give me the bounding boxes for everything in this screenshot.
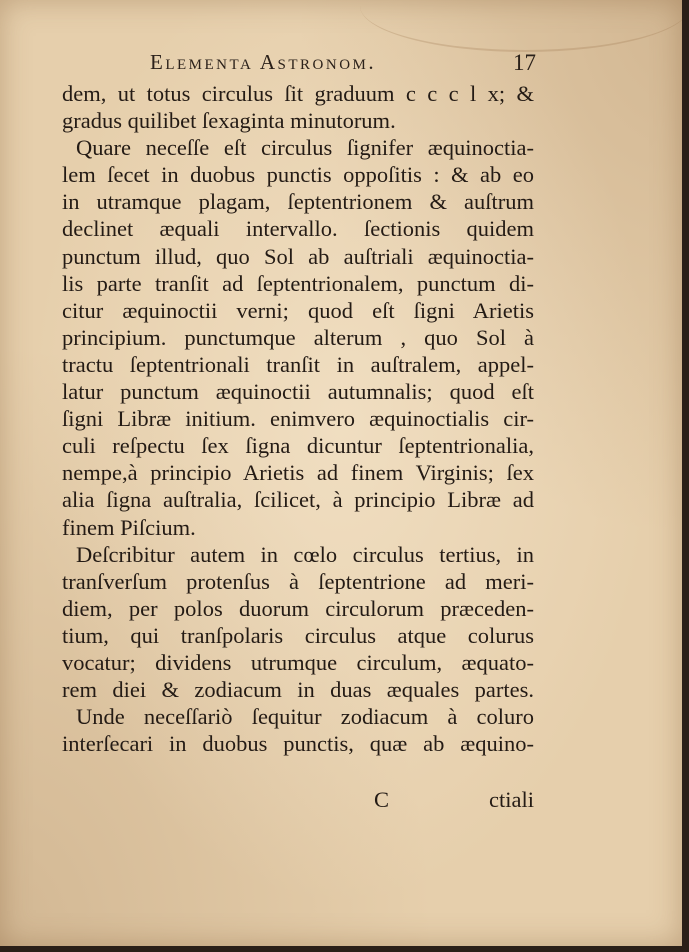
text-line: Quare neceſſe eſt circulus ſignifer æquinoctia-	[76, 135, 534, 161]
page-edge-shadow	[0, 946, 689, 952]
text-line: declinet æquali intervallo. ſectionis quidem	[62, 216, 534, 242]
text-line: culi reſpectu ſex ſigna dicuntur ſeptentrionalia,	[62, 433, 534, 459]
signature-mark: C	[374, 787, 390, 812]
text-line: lis parte tranſit ad ſeptentrionalem, punctum di-	[62, 270, 534, 296]
text-line: alia ſigna auſtralia, ſcilicet, à principio Libræ ad	[62, 487, 534, 513]
body-text	[62, 80, 534, 757]
text-line: Unde neceſſariò ſequitur zodiacum à coluro	[76, 704, 534, 730]
text-line: Deſcribitur autem in cœlo circulus tertius, in	[76, 541, 534, 567]
text-line: citur æquinoctii verni; quod eſt ſigni Arietis	[62, 297, 534, 323]
text-line: rem diei & zodiacum in duas æquales partes.	[62, 677, 534, 703]
text-line: principium. punctumque alterum , quo Sol à	[62, 324, 534, 350]
text-line: in utramque plagam, ſeptentrionem & auſtrum	[62, 189, 534, 215]
water-stain	[360, 0, 689, 52]
text-line: interſecari in duobus punctis, quæ ab æquino-	[62, 731, 534, 757]
text-line: dem, ut totus circulus ſit graduum c c c l x; &	[62, 81, 534, 106]
text-line: tractu ſeptentrionali tranſit in auſtralem, appel-	[62, 351, 534, 377]
text-line: ſigni Libræ initium. enimvero æquinoctialis cir-	[62, 406, 534, 432]
text-line: finem Piſcium.	[62, 514, 196, 540]
page-number: 17	[513, 50, 536, 75]
text-line: tium, qui tranſpolaris circulus atque colurus	[62, 622, 534, 648]
page-edge-shadow	[682, 0, 689, 952]
text-line: vocatur; dividens utrumque circulum, æquato-	[62, 649, 534, 675]
text-line: latur punctum æquinoctii autumnalis; quod eſt	[62, 379, 534, 405]
catchword: ctiali	[489, 787, 534, 812]
text-line: gradus quilibet ſexaginta minutorum.	[62, 108, 396, 134]
text-line: tranſverſum protenſus à ſeptentrione ad meri-	[62, 568, 534, 594]
text-line: diem, per polos duorum circulorum præceden-	[62, 595, 534, 621]
running-title: Elementa Astronom.	[150, 50, 377, 74]
text-line: punctum illud, quo Sol ab auſtriali æquinoctia-	[62, 243, 534, 269]
text-line: nempe,à principio Arietis ad finem Virginis; ſex	[62, 460, 534, 486]
text-line: lem ſecet in duobus punctis oppoſitis : & ab eo	[62, 162, 534, 188]
